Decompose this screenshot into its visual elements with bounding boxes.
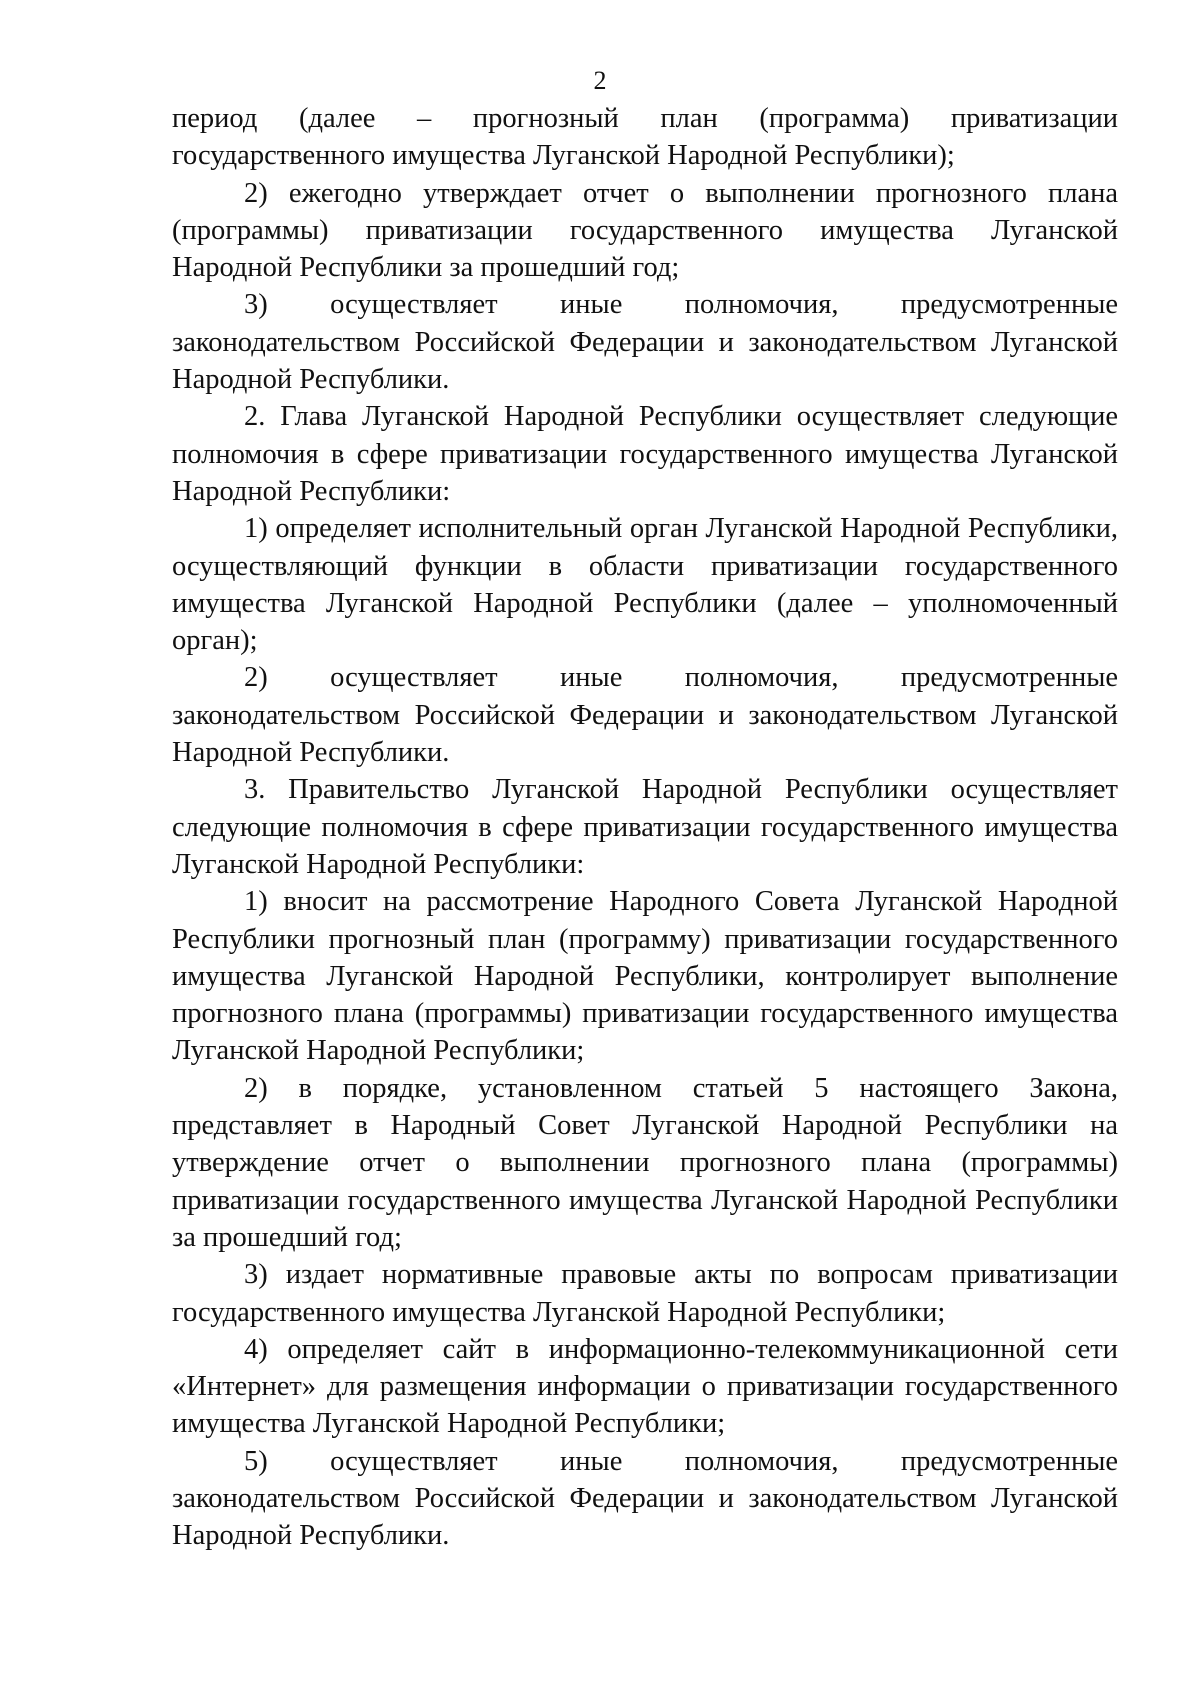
- paragraph-item-3-other-powers: 3) осуществляет иные полномочия, предусмотренные законодательством Российской Федерации и законодательством Луганской Народной Республики.: [172, 289, 1118, 396]
- paragraph-section-3-item-3: 3) издает нормативные правовые акты по вопросам приватизации государственного имущества Луганской Народной Республики;: [172, 1259, 1118, 1328]
- paragraph-section-3-item-5: 5) осуществляет иные полномочия, предусмотренные законодательством Российской Федерации и законодательством Луганской Народной Республики.: [172, 1445, 1118, 1552]
- paragraph-section-2-item-2: 2) осуществляет иные полномочия, предусмотренные законодательством Российской Федерации и законодательством Луганской Народной Республики.: [172, 662, 1118, 769]
- paragraph-section-3-item-2: 2) в порядке, установленном статьей 5 настоящего Закона, представляет в Народный Совет Луганской Народной Республики на утверждение отчет о выполнении прогнозного плана (программы) приватизации государственного имущества Луганской Народной Республики за прошедший год;: [172, 1072, 1118, 1253]
- document-body: [172, 100, 1118, 1555]
- paragraph-section-3-government: 3. Правительство Луганской Народной Республики осуществляет следующие полномочия в сфере приватизации государственного имущества Луганской Народной Республики:: [172, 774, 1118, 880]
- paragraph-item-2-annual-report: 2) ежегодно утверждает отчет о выполнении прогнозного плана (программы) приватизации государственного имущества Луганской Народной Республики за прошедший год;: [172, 177, 1118, 284]
- paragraph-section-2-item-1: 1) определяет исполнительный орган Луганской Народной Республики, осуществляющий функции в области приватизации государственного имущества Луганской Народной Республики (далее – уполномоченный орган);: [172, 513, 1118, 657]
- page-number: 2: [593, 66, 607, 95]
- paragraph-section-3-item-1: 1) вносит на рассмотрение Народного Совета Луганской Народной Республики прогнозный план (программу) приватизации государственного имущества Луганской Народной Республики, контролирует выполнение прогнозного плана (программы) приватизации государственного имущества Луганской Народной Республики;: [172, 886, 1118, 1067]
- paragraph-continuation: период (далее – прогнозный план (программа) приватизации государственного имущества Луганской Народной Республики);: [172, 103, 1118, 172]
- paragraph-section-3-item-4: 4) определяет сайт в информационно-телекоммуникационной сети «Интернет» для размещения информации о приватизации государственного имущества Луганской Народной Республики;: [172, 1333, 1118, 1440]
- paragraph-section-2-head: 2. Глава Луганской Народной Республики осуществляет следующие полномочия в сфере приватизации государственного имущества Луганской Народной Республики:: [172, 401, 1118, 507]
